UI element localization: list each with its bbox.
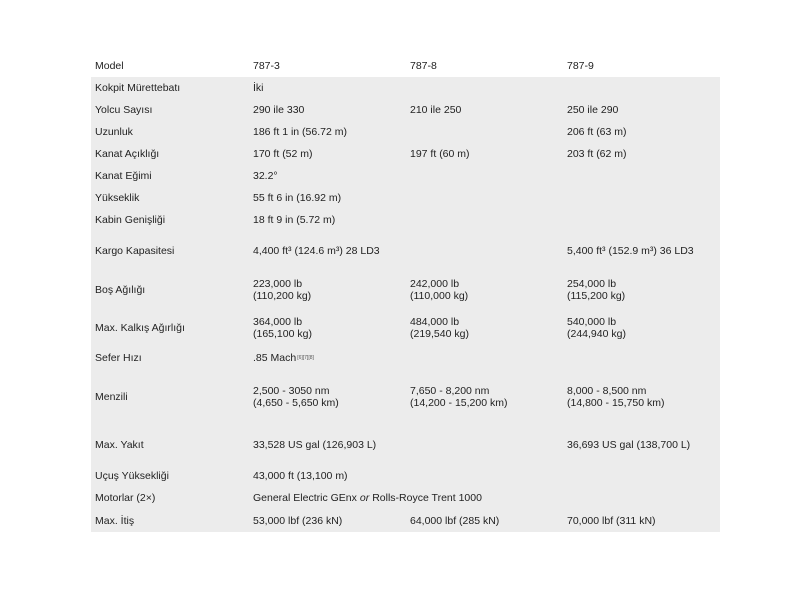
row-label: Uçuş Yüksekliği [95, 469, 169, 482]
header-label: Model [95, 59, 124, 72]
table-row-passengers [91, 99, 720, 121]
value-metric: (244,940 kg) [567, 328, 626, 340]
value-nm: 7,650 - 8,200 nm [410, 384, 490, 397]
row-label: Sefer Hızı [95, 351, 142, 364]
value-imperial: 242,000 lb [410, 277, 460, 290]
header-col-787-9: 787-9 [567, 59, 594, 72]
value-metric: (219,540 kg) [410, 328, 469, 340]
table-row-cargo [91, 231, 720, 271]
cell-value: 206 ft (63 m) [567, 125, 627, 138]
cell-value: 53,000 lbf (236 kN) [253, 514, 343, 527]
value-metric: (165,100 kg) [253, 328, 312, 340]
cell-value: 43,000 ft (13,100 m) [253, 469, 348, 482]
value-metric: (110,200 kg) [253, 290, 312, 302]
cell-value [253, 309, 312, 347]
table-row-mtow [91, 309, 720, 347]
cell-value: 18 ft 9 in (5.72 m) [253, 213, 336, 226]
row-label: Kanat Açıklığı [95, 147, 160, 160]
table-row-empty-weight [91, 271, 720, 309]
cell-value: 203 ft (62 m) [567, 147, 627, 160]
cell-value: 5,400 ft³ (152.9 m³) 36 LD3 [567, 244, 694, 257]
value-nm: 8,000 - 8,500 nm [567, 384, 647, 397]
cruise-value: .85 Mach [253, 351, 297, 364]
table-row-height [91, 187, 720, 209]
citation-link[interactable]: [6][7][8] [297, 354, 314, 361]
cell-value: 210 ile 250 [410, 103, 462, 116]
cell-value: İki [253, 81, 264, 94]
table-row-range [91, 369, 720, 425]
value-metric: (110,000 kg) [410, 290, 469, 302]
value-imperial: 254,000 lb [567, 277, 617, 290]
cell-value [253, 487, 482, 510]
value-metric: (115,200 kg) [567, 290, 626, 302]
value-km: (14,200 - 15,200 km) [410, 397, 508, 409]
row-label: Yolcu Sayısı [95, 103, 153, 116]
value-nm: 2,500 - 3050 nm [253, 384, 330, 397]
value-imperial: 484,000 lb [410, 315, 460, 328]
header-row [91, 55, 720, 77]
table-row-max-thrust [91, 510, 720, 532]
table-row-length [91, 121, 720, 143]
table-row-max-fuel [91, 425, 720, 465]
row-label: Yükseklik [95, 191, 140, 204]
header-col-787-8: 787-8 [410, 59, 437, 72]
value-imperial: 223,000 lb [253, 277, 303, 290]
table-row-wing-sweep [91, 165, 720, 187]
cell-value: 36,693 US gal (138,700 L) [567, 438, 691, 451]
row-label: Max. Kalkış Ağırlığı [95, 321, 185, 334]
row-label: Boş Ağılığı [95, 283, 146, 296]
cell-value: 186 ft 1 in (56.72 m) [253, 125, 347, 138]
engine-option-ge: General Electric GEnx [253, 492, 357, 505]
value-km: (4,650 - 5,650 km) [253, 397, 339, 409]
cell-value: 250 ile 290 [567, 103, 619, 116]
cell-value: 197 ft (60 m) [410, 147, 470, 160]
table-row-crew [91, 77, 720, 99]
cell-value [567, 271, 625, 309]
row-label: Kabin Genişliği [95, 213, 166, 226]
engine-or-text: or [359, 492, 370, 505]
row-label: Max. Yakıt [95, 438, 144, 451]
cell-value: 4,400 ft³ (124.6 m³) 28 LD3 [253, 244, 380, 257]
cell-value [567, 309, 626, 347]
table-row-cruise-speed [91, 347, 720, 369]
cell-value [410, 271, 468, 309]
table-row-ceiling [91, 465, 720, 487]
cell-value [410, 369, 507, 425]
row-label: Menzili [95, 390, 128, 403]
cell-value: 70,000 lbf (311 kN) [567, 514, 656, 527]
cell-value: 32.2° [253, 169, 278, 182]
value-imperial: 540,000 lb [567, 315, 617, 328]
row-label: Kanat Eğimi [95, 169, 152, 182]
row-label: Kargo Kapasitesi [95, 244, 175, 257]
row-label: Max. İtiş [95, 514, 135, 527]
row-label: Motorlar (2×) [95, 492, 156, 505]
cell-value [253, 369, 339, 425]
cell-value: 64,000 lbf (285 kN) [410, 514, 500, 527]
table-row-engines [91, 487, 720, 510]
value-imperial: 364,000 lb [253, 315, 303, 328]
engine-option-rr: Rolls-Royce Trent 1000 [372, 492, 482, 505]
cell-value [253, 347, 314, 369]
value-km: (14,800 - 15,750 km) [567, 397, 665, 409]
cell-value: 33,528 US gal (126,903 L) [253, 438, 377, 451]
table-row-cabin-width [91, 209, 720, 231]
cell-value: 290 ile 330 [253, 103, 305, 116]
cell-value: 55 ft 6 in (16.92 m) [253, 191, 342, 204]
row-label: Kokpit Mürettebatı [95, 81, 181, 94]
spec-table [91, 55, 720, 532]
cell-value: 170 ft (52 m) [253, 147, 313, 160]
row-label: Uzunluk [95, 125, 133, 138]
table-row-wingspan [91, 143, 720, 165]
cell-value [253, 271, 311, 309]
cell-value [410, 309, 469, 347]
header-col-787-3: 787-3 [253, 59, 280, 72]
cell-value [567, 369, 664, 425]
